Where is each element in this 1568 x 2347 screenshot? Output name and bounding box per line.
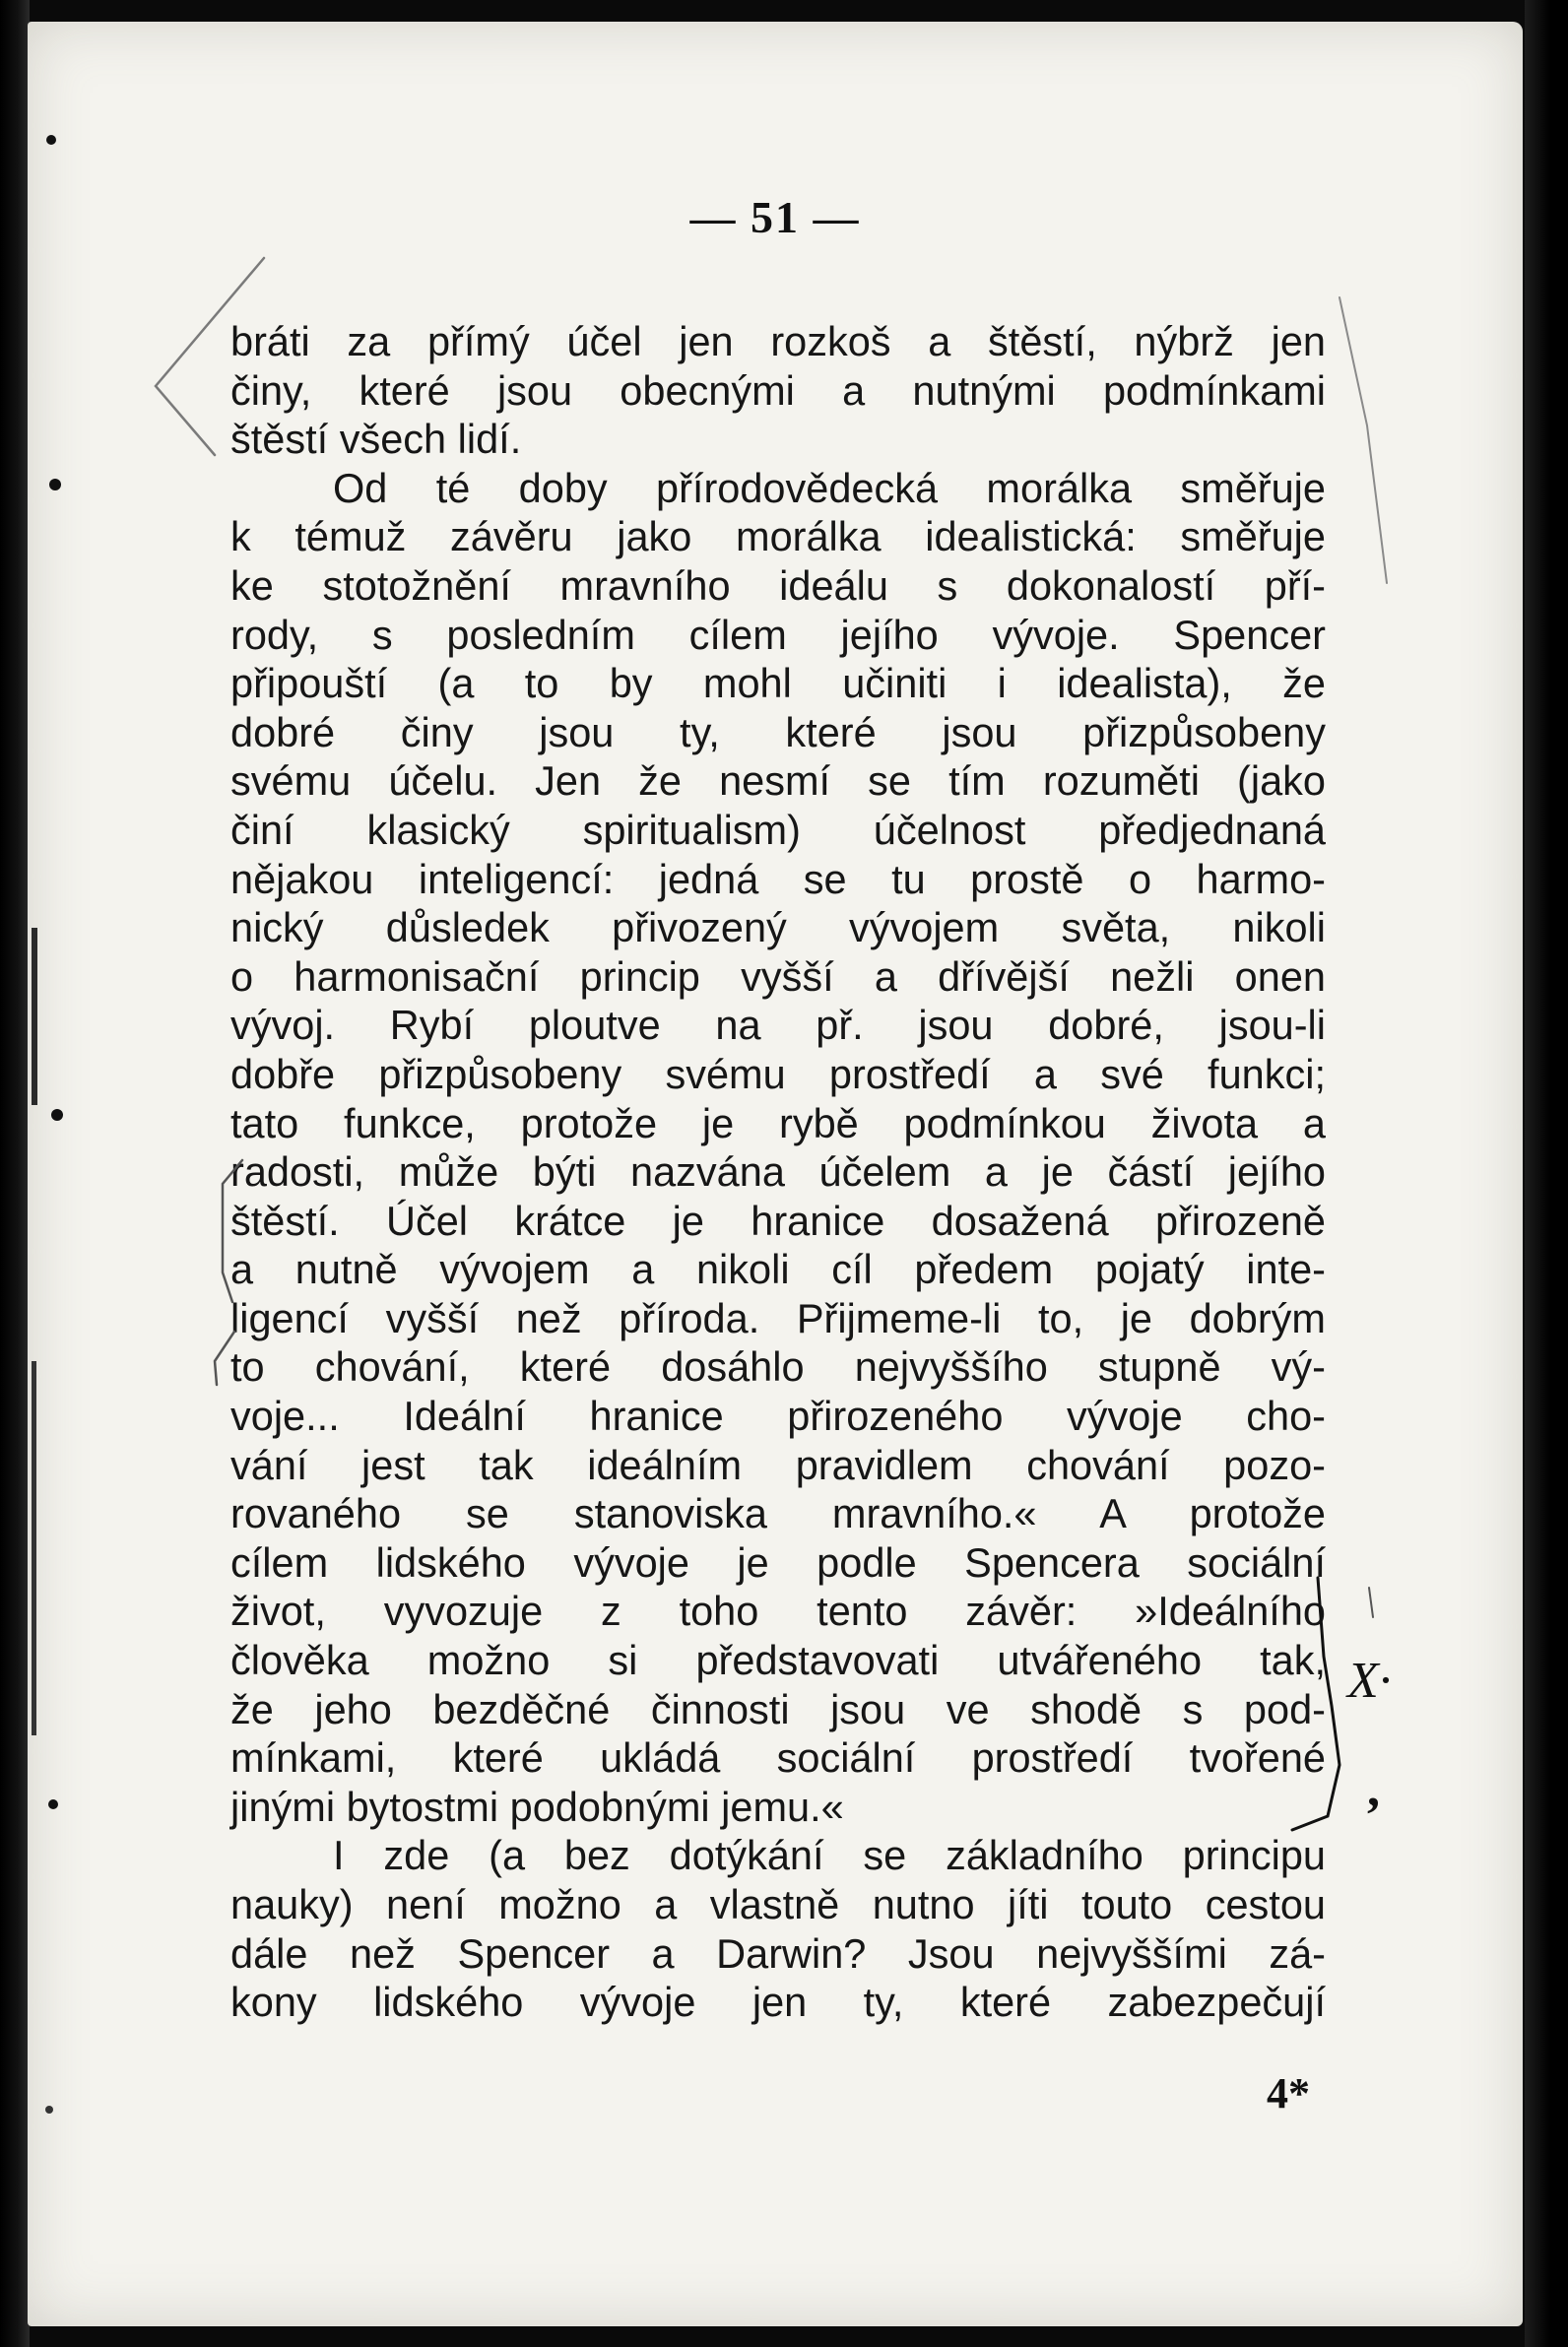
text-line: nějakou inteligencí: jedná se tu prostě o harmo- [230, 855, 1326, 902]
text-line: štěstí. Účel krátce je hranice dosažená přirozeně [230, 1197, 1326, 1244]
text-line: jinými bytostmi podobnými jemu.« [230, 1783, 844, 1830]
text-line: dobré činy jsou ty, které jsou přizpůsobeny [230, 708, 1326, 755]
book-binding-edge [0, 0, 30, 2347]
text-line: Od té doby přírodovědecká morálka směřuje [333, 464, 1326, 511]
text-line: mínkami, které ukládá sociální prostředí tvořené [230, 1734, 1326, 1782]
pencil-line-top-right [1328, 288, 1406, 603]
text-line: rovaného se stanoviska mravního.« A protože [230, 1490, 1326, 1537]
page-right-edge [1525, 0, 1568, 2347]
text-line: připouští (a to by mohl učiniti i idealista), že [230, 660, 1326, 707]
text-line: o harmonisační princip vyšší a dřívější nežli onen [230, 952, 1326, 1000]
text-line: k témuž závěru jako morálka idealistická: směřuje [230, 513, 1326, 560]
text-line: a nutně vývojem a nikoli cíl předem pojatý inte- [230, 1246, 1326, 1293]
text-line: kony lidského vývoje jen ty, které zabezpečují [230, 1979, 1326, 2026]
page-number: — 51 — [689, 192, 861, 242]
book-page [28, 22, 1523, 2326]
text-line: dobře přizpůsobeny svému prostředí a své funkci; [230, 1050, 1326, 1097]
body-text [230, 317, 1326, 2027]
printer-signature: 4* [1267, 2069, 1310, 2118]
text-line: radosti, může býti nazvána účelem a je částí jejího [230, 1148, 1326, 1196]
text-line: vání jest tak ideálním pravidlem chování pozo- [230, 1441, 1326, 1488]
text-line: štěstí všech lidí. [230, 416, 522, 463]
text-line: ligencí vyšší než příroda. Přijmeme-li to, je dobrým [230, 1294, 1326, 1341]
text-line: člověka možno si představovati utvářeného tak, [230, 1637, 1326, 1684]
text-line: rody, s posledním cílem jejího vývoje. Spencer [230, 611, 1326, 658]
text-line: vývoj. Rybí ploutve na př. jsou dobré, jsou-li [230, 1002, 1326, 1049]
text-line: voje... Ideální hranice přirozeného vývoje cho- [230, 1393, 1326, 1440]
text-line: život, vyvozuje z toho tento závěr: »Ideálního [230, 1588, 1326, 1635]
text-line: tato funkce, protože je rybě podmínkou života a [230, 1099, 1326, 1146]
margin-comma: , [1367, 1761, 1380, 1817]
text-line: činy, které jsou obecnými a nutnými podmínkami [230, 366, 1326, 414]
text-line: ke stotožnění mravního ideálu s dokonalostí pří- [230, 561, 1326, 609]
text-line: bráti za přímý účel jen rozkoš a štěstí, nýbrž jen [230, 318, 1326, 364]
text-line: nický důsledek přivozený vývojem světa, nikoli [230, 904, 1326, 951]
text-line: nauky) není možno a vlastně nutno jíti touto cestou [230, 1881, 1326, 1927]
text-line: dále než Spencer a Darwin? Jsou nejvyššími zá- [230, 1929, 1326, 1977]
text-line: cílem lidského vývoje je podle Spencera sociální [230, 1538, 1326, 1586]
text-line: to chování, které dosáhlo nejvyššího stupně vý- [230, 1343, 1326, 1391]
text-line: činí klasický spiritualism) účelnost předjednaná [230, 806, 1326, 853]
text-line: I zde (a bez dotýkání se základního principu [333, 1832, 1326, 1879]
margin-note-x: X· [1347, 1653, 1392, 1709]
text-line: že jeho bezděčné činnosti jsou ve shodě s pod- [230, 1685, 1326, 1732]
left-margin-specks [32, 81, 71, 2248]
text-line: svému účelu. Jen že nesmí se tím rozuměti (jako [230, 757, 1326, 805]
